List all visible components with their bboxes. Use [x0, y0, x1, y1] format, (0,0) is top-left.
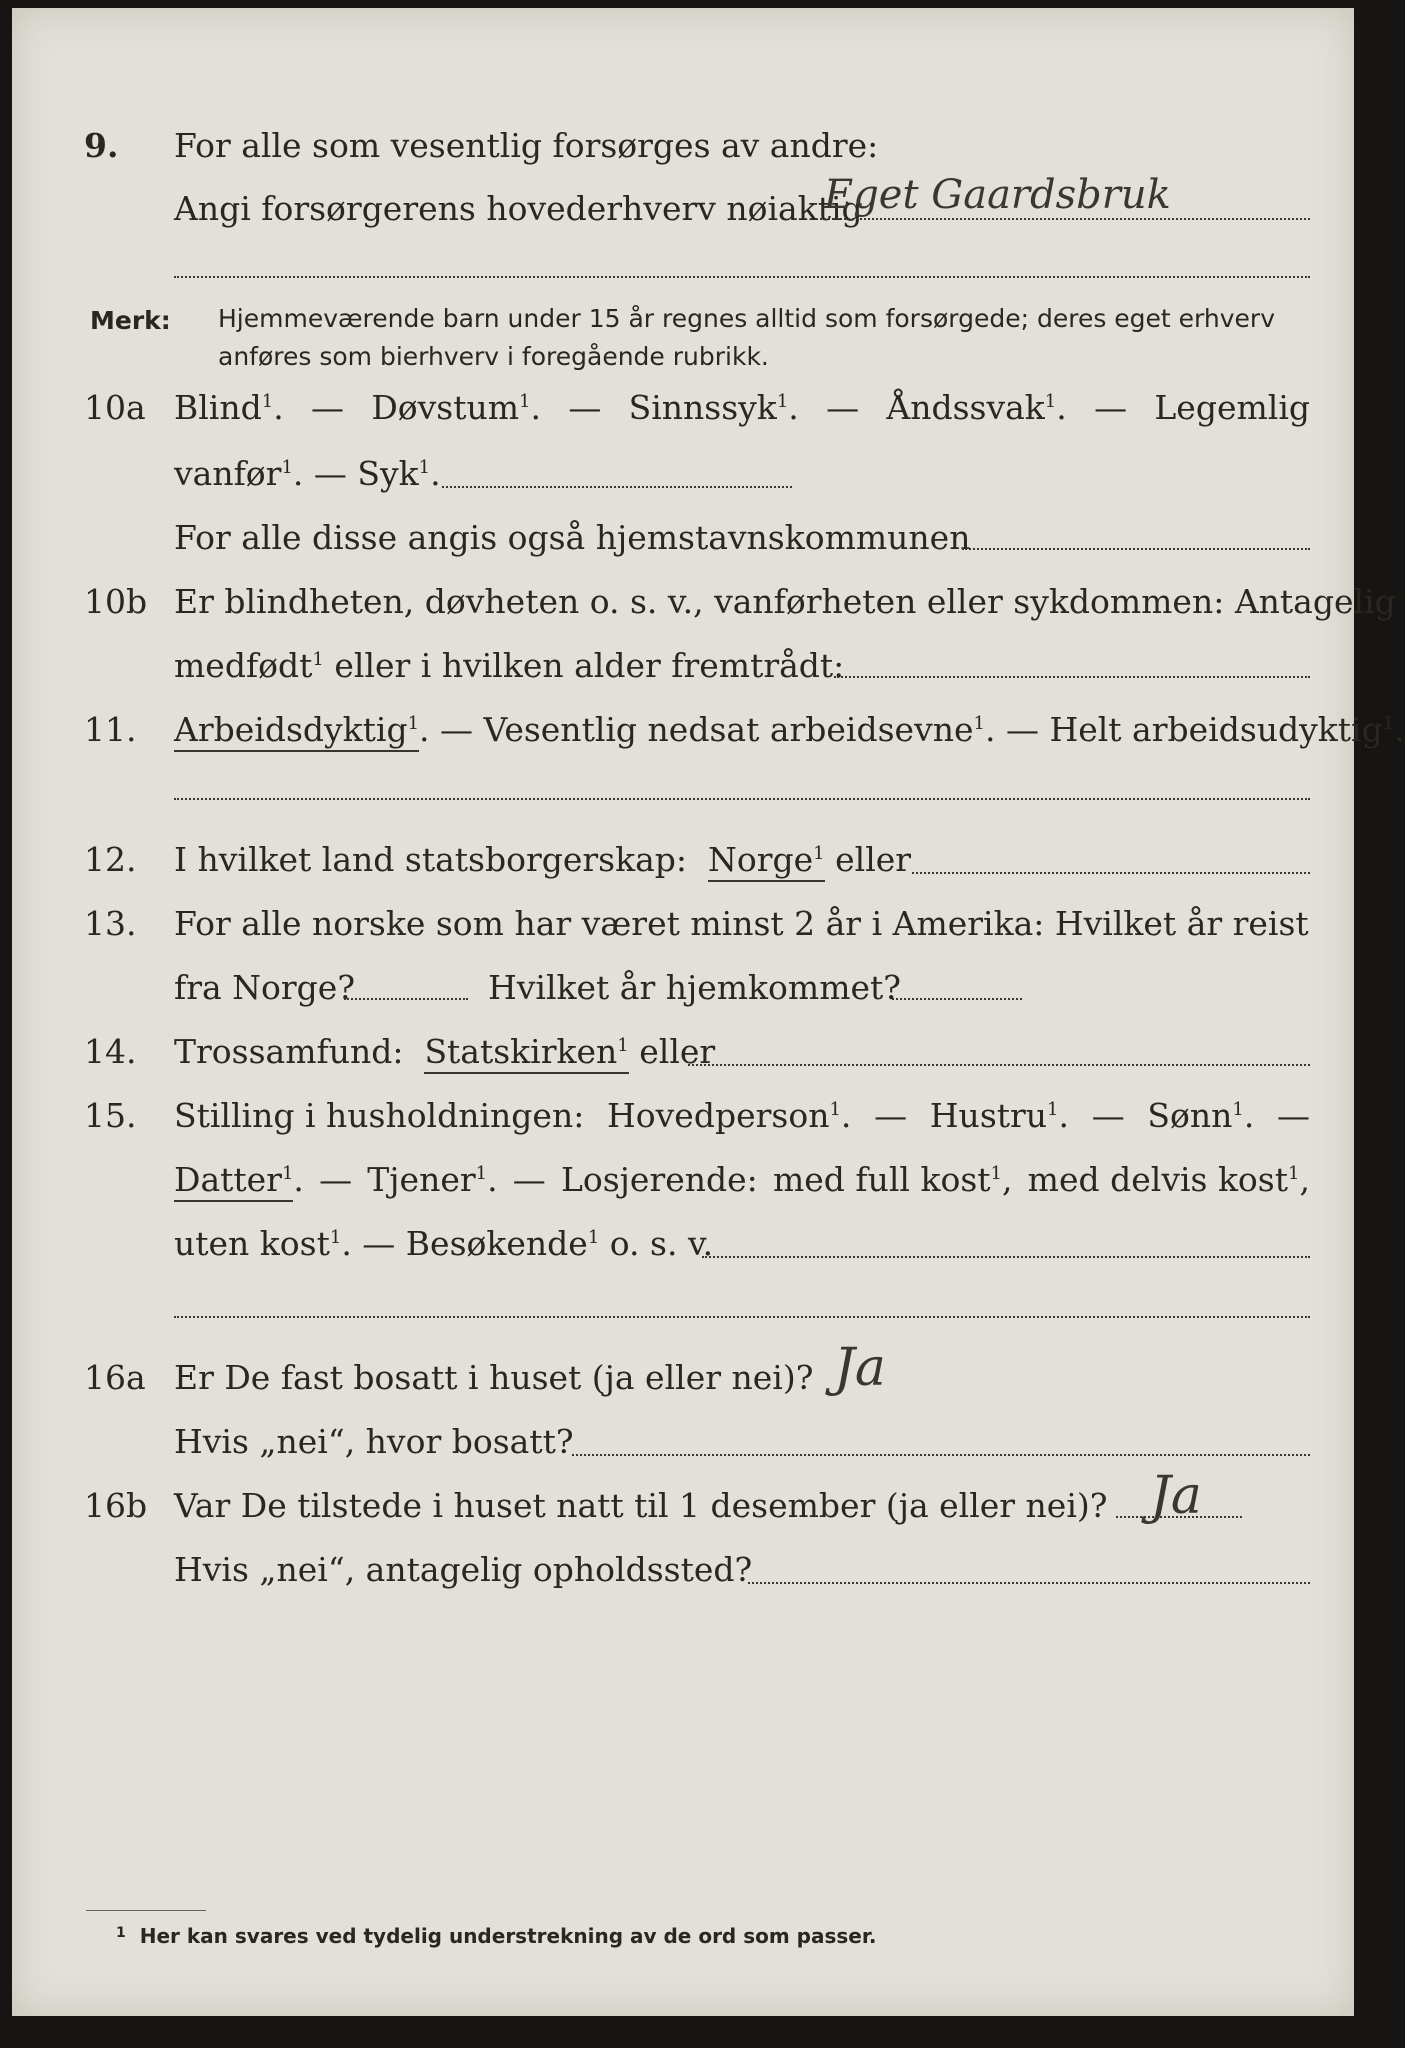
q11-arbeidsdyktig-underlined: Arbeidsdyktig$^1$: [174, 710, 419, 752]
q13-reist-line[interactable]: [344, 998, 468, 1000]
q10a-number: 10a: [84, 388, 146, 427]
q10b-number: 10b: [84, 582, 148, 621]
q12-line1: I hvilket land statsborgerskap: Norge$^1$ eller: [174, 840, 911, 880]
q11-extra-line[interactable]: [174, 798, 1310, 800]
q16a-bosatt-line[interactable]: [572, 1454, 1310, 1456]
q10a-syk-answer-line[interactable]: [442, 486, 792, 488]
q14-statskirken-underlined: Statskirken$^1$: [424, 1032, 628, 1074]
q9-extra-line[interactable]: [174, 276, 1310, 278]
q16a-line1: Er De fast bosatt i huset (ja eller nei)?: [174, 1358, 814, 1397]
q12-number: 12.: [84, 840, 137, 879]
q9-number: 9.: [84, 126, 119, 165]
q10b-line2: medfødt$^1$ eller i hvilken alder fremtrådt:: [174, 646, 845, 685]
q16a-line2: Hvis „nei“, hvor bosatt?: [174, 1422, 574, 1461]
q15-line3: uten kost$^1$. — Besøkende$^1$ o. s. v.: [174, 1224, 714, 1263]
q11-line1: Arbeidsdyktig$^1$. — Vesentlig nedsat arbeidsevne$^1$. — Helt arbeidsudyktig$^1$.: [174, 710, 1405, 750]
q15-number: 15.: [84, 1096, 137, 1135]
merk-text: Hjemmeværende barn under 15 år regnes alltid som forsørgede; deres eget erhverv anføres som bierhverv i foregående rubrikk.: [218, 304, 1275, 371]
q13-line1: For alle norske som har været minst 2 år i Amerika: Hvilket år reist: [174, 904, 1309, 943]
q10a-line2: vanfør$^1$. — Syk$^1$.: [174, 454, 441, 493]
q16a-handwritten-answer: Ja: [834, 1338, 886, 1398]
q9-line2: Angi forsørgerens hovederhverv nøiaktig: [174, 189, 863, 228]
census-form-page: [12, 8, 1405, 2016]
q14-answer-line[interactable]: [688, 1064, 1310, 1066]
footnote-divider: [86, 1910, 206, 1911]
q13-number: 13.: [84, 904, 137, 943]
q13-hjem-label: Hvilket år hjemkommet?: [488, 968, 901, 1007]
q15-answer-line[interactable]: [702, 1256, 1310, 1258]
q9-line1: For alle som vesentlig forsørges av andre:: [174, 126, 879, 165]
q12-norge-underlined: Norge$^1$: [708, 840, 825, 882]
q16b-opholdssted-line[interactable]: [748, 1582, 1310, 1584]
q15-line2: Datter$^1$. — Tjener$^1$. — Losjerende: med full kost$^1$, med delvis kost$^1$,: [174, 1160, 1310, 1200]
q16b-line2: Hvis „nei“, antagelig opholdssted?: [174, 1550, 753, 1589]
q12-answer-line[interactable]: [912, 872, 1310, 874]
q14-number: 14.: [84, 1032, 137, 1071]
q16b-handwritten-answer: Ja: [1150, 1466, 1202, 1526]
merk-label: Merk:: [90, 306, 171, 335]
q10a-line1: Blind$^1$. — Døvstum$^1$. — Sinnssyk$^1$. — Åndssvak$^1$. — Legemlig: [174, 388, 1310, 427]
q16b-line1: Var De tilstede i huset natt til 1 desember (ja eller nei)?: [174, 1486, 1108, 1525]
q15-datter-underlined: Datter$^1$: [174, 1160, 293, 1202]
q16b-number: 16b: [84, 1486, 148, 1525]
q9-answer-line[interactable]: [820, 218, 1310, 220]
q14-line1: Trossamfund: Statskirken$^1$ eller: [174, 1032, 715, 1072]
q11-number: 11.: [84, 710, 137, 749]
q13-hjemkommet-line[interactable]: [892, 998, 1022, 1000]
q13-fra-label: fra Norge?: [174, 968, 356, 1007]
q10b-line1: Er blindheten, døvheten o. s. v., vanførheten eller sykdommen: Antagelig: [174, 582, 1396, 621]
q9-handwritten-answer: Eget Gaardsbruk: [824, 172, 1171, 218]
q10b-answer-line[interactable]: [834, 676, 1310, 678]
footnote: $^1$ Her kan svares ved tydelig understrekning av de ord som passer.: [116, 1924, 877, 1948]
q10a-line3: For alle disse angis også hjemstavnskommunen: [174, 518, 971, 557]
q15-line1: Stilling i husholdningen: Hovedperson$^1$. — Hustru$^1$. — Sønn$^1$. —: [174, 1096, 1310, 1135]
q16a-number: 16a: [84, 1358, 146, 1397]
q15-extra-line[interactable]: [174, 1316, 1310, 1318]
q10a-hjemstavn-line[interactable]: [962, 548, 1310, 550]
